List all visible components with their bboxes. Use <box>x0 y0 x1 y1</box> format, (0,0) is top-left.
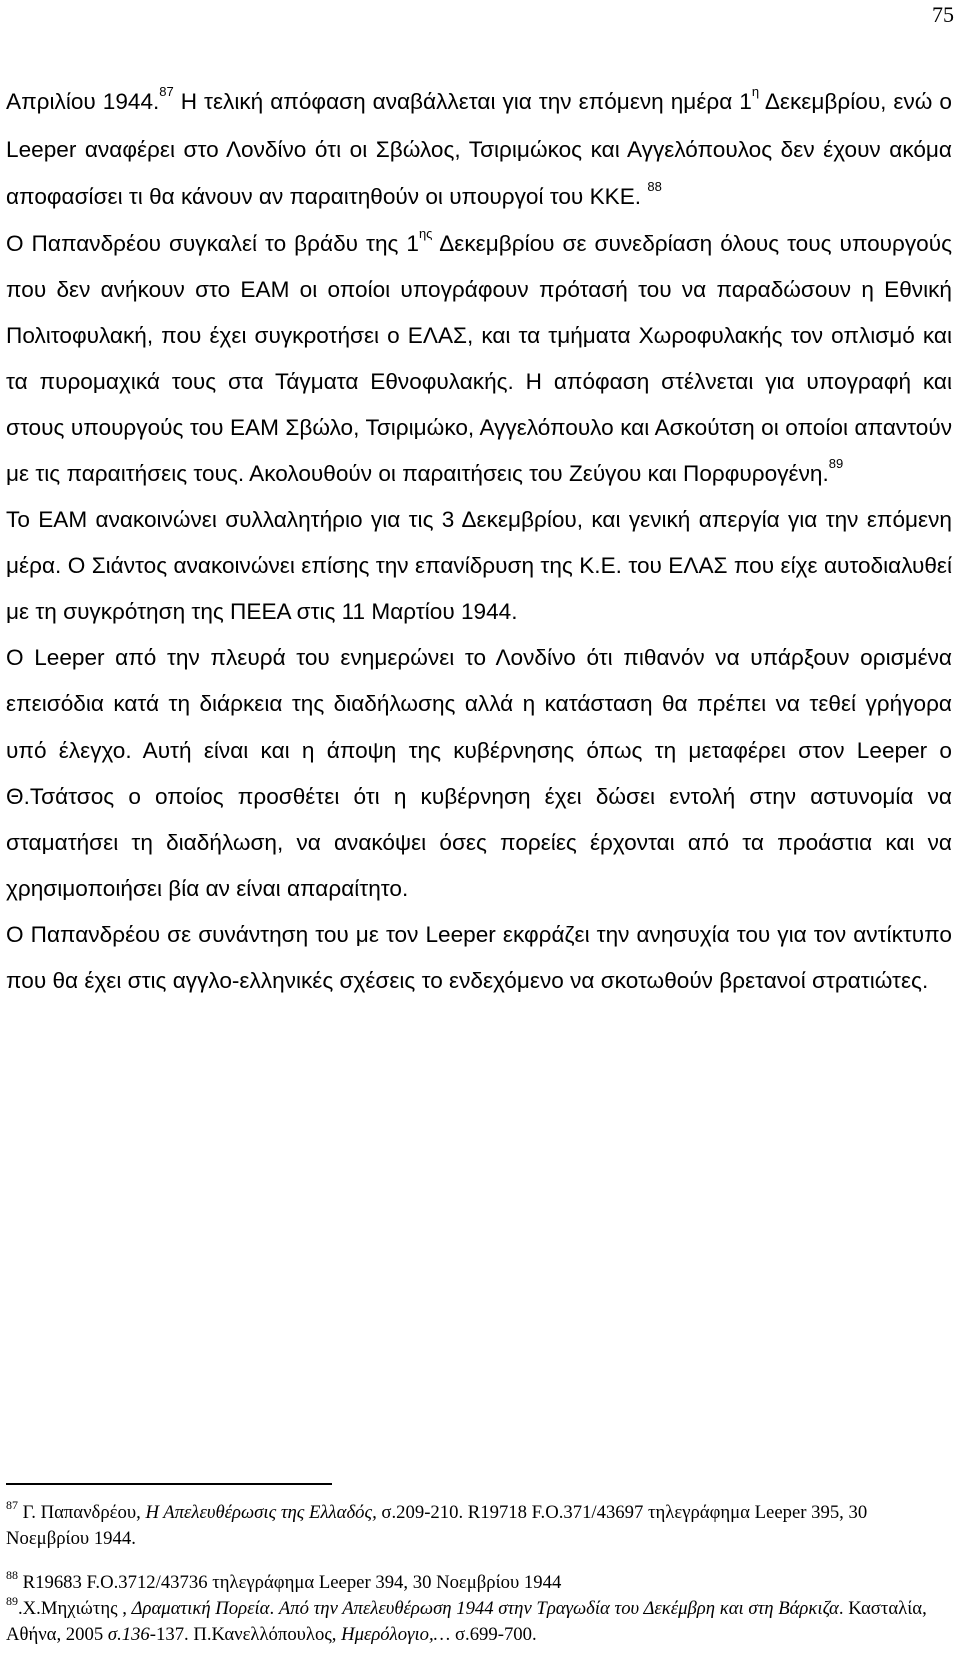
footnote-citation: R19683 F.O.3712/43736 τηλεγράφημα Leeper 394, 30 Νοεμβρίου 1944 <box>18 1572 562 1593</box>
ordinal-suffix: η <box>751 84 760 99</box>
footnote-title: Ημερόλογιο,… <box>341 1624 451 1645</box>
footnote-author: .Χ.Μηχιώτης , <box>18 1598 132 1619</box>
footnote-88 <box>6 1570 952 1596</box>
footnote-ref-89: 89 <box>828 455 844 471</box>
paragraph-4: Ο Leeper από την πλευρά του ενημερώνει το Λονδίνο ότι πιθανόν να υπάρξουν ορισμένα επεισόδια κατά τη διάρκεια της διαδήλωσης αλλά η κατάσταση θα πρέπει να τεθεί γρήγορα υπό έλεγχο. Αυτή είναι και η άποψη της κυβέρνησης όπως τη μεταφέρει στον Leeper ο Θ.Τσάτσος ο οποίος προσθέτει ότι η κυβέρνηση έχει δώσει εντολή στην αστυνομία να σταματήσει τη διαδήλωση, να ανακόψει όσες πορείες έρχονται από τα προάστια και να χρησιμοποιήσει βία αν είναι απαραίτητο. <box>6 645 952 901</box>
footnote-author: Γ. Παπανδρέου, <box>18 1502 146 1523</box>
footnote-separator-text: . <box>269 1598 279 1619</box>
ordinal-suffix: ης <box>418 225 433 241</box>
footnote-publisher: . Κασταλία, Αθήνα, 2005 <box>6 1598 927 1645</box>
paragraph-3: Το ΕΑΜ ανακοινώνει συλλαλητήριο για τις 3 Δεκεμβρίου, και γενική απεργία για την επόμενη μέρα. Ο Σιάντος ανακοινώνει επίσης την επανίδρυση της Κ.Ε. του ΕΛΑΣ που είχε αυτοδιαλυθεί με τη συγκρότηση της ΠΕΕΑ στις 11 Μαρτίου 1944. <box>6 507 952 625</box>
footnote-citation: σ.209-210. R19718 F.O.371/43697 τηλεγράφημα Leeper 395, 30 Νοεμβρίου 1944. <box>6 1502 868 1549</box>
paragraph-2 <box>6 221 952 498</box>
footnote-marker: 87 <box>6 1498 18 1512</box>
paragraph-5: Ο Παπανδρέου σε συνάντηση του με τον Leeper εκφράζει την ανησυχία του για τον αντίκτυπο που θα έχει στις αγγλο-ελληνικές σχέσεις το ενδεχόμενο να σκοτωθούν βρετανοί στρατιώτες. <box>6 921 952 993</box>
page-number: 75 <box>932 2 954 27</box>
paragraph-text: Η τελική απόφαση αναβάλλεται για την επόμενη ημέρα 1 <box>173 89 752 114</box>
footnote-87 <box>6 1500 952 1552</box>
footnote-separator <box>6 1483 332 1485</box>
paragraph-text: Απριλίου 1944. <box>6 89 160 114</box>
footnote-ref-87: 87 <box>159 84 174 99</box>
footnote-title: Δραματική Πορεία <box>131 1598 270 1619</box>
paragraph-text: Δεκεμβρίου, ενώ ο Leeper αναφέρει στο Λονδίνο ότι οι Σβώλος, Τσιριμώκος και Αγγελόπουλος δεν έχουν ακόμα αποφασίσει τι θα κάνουν αν παραιτηθούν οι υπουργοί του ΚΚΕ. <box>6 89 952 209</box>
paragraph-1 <box>6 78 952 221</box>
paragraph-text: Δεκεμβρίου σε συνεδρίαση όλους τους υπουργούς που δεν ανήκουν στο ΕΑΜ οι οποίοι υπογράφουν πρότασή του να παραδώσουν η Εθνική Πολιτοφυλακή, που έχει συγκροτήσει ο ΕΛΑΣ, και τα τμήματα Χωροφυλακής τον οπλισμό και τα πυρομαχικά τους στα Τάγματα Εθνοφυλακής. Η απόφαση στέλνεται για υπογραφή και στους υπουργούς του ΕΑΜ Σβώλο, Τσιριμώκο, Αγγελόπουλο και Ασκούτση οι οποίοι απαντούν με τις παραιτήσεις τους. Ακολουθούν οι παραιτήσεις του Ζεύγου και Πορφυρογένη. <box>6 230 952 486</box>
paragraph-text: Ο Παπανδρέου συγκαλεί το βράδυ της 1 <box>6 230 419 256</box>
footnote-ref-88: 88 <box>647 179 662 194</box>
footnote-89 <box>6 1596 952 1648</box>
footnote-pages: σ.699-700. <box>450 1624 537 1645</box>
footnote-citation: -137. Π.Κανελλόπουλος, <box>149 1624 342 1645</box>
footnote-title: Η Απελευθέρωσις της Ελλαδός, <box>145 1502 377 1523</box>
footnote-title: Από την Απελευθέρωση 1944 στην Τραγωδία του Δεκέμβρη και στη Βάρκιζα <box>278 1598 839 1619</box>
footnote-pages: σ.136 <box>107 1624 150 1645</box>
footnote-marker: 88 <box>6 1568 18 1582</box>
main-text <box>6 78 952 1004</box>
footnotes <box>6 1500 952 1648</box>
footnote-marker: 89 <box>6 1594 18 1608</box>
